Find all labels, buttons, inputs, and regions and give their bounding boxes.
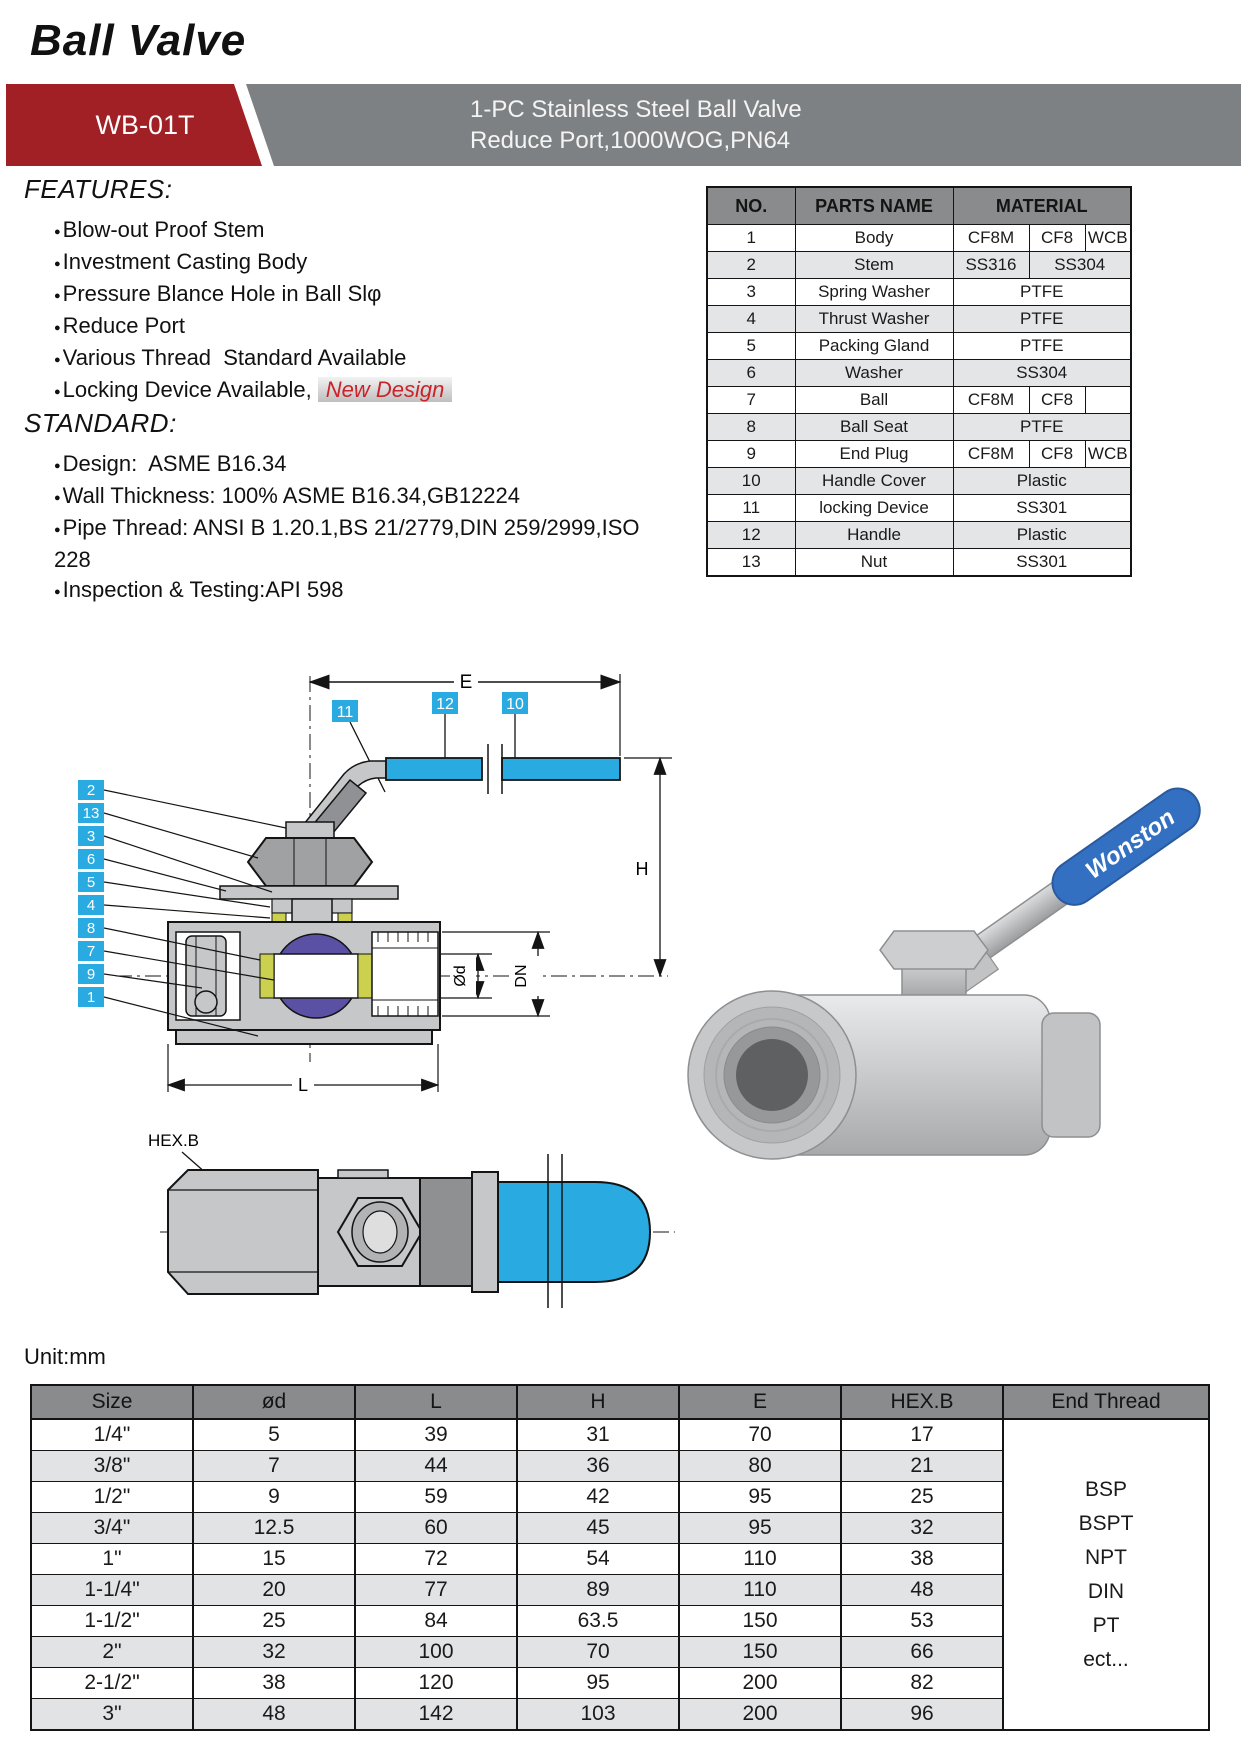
standard-item: ● Design: ASME B16.34 xyxy=(54,449,654,481)
features-item: ● Investment Casting Body xyxy=(54,247,654,279)
parts-table-cell: CF8M xyxy=(953,387,1029,414)
callout-2: 2 xyxy=(86,782,96,799)
dimensions-table-cell: 200 xyxy=(679,1668,841,1699)
dimensions-table-cell: 25 xyxy=(841,1482,1003,1513)
parts-table-row xyxy=(707,441,1131,468)
dimensions-col-header: ød xyxy=(193,1385,355,1419)
dimensions-table-cell: 110 xyxy=(679,1575,841,1606)
parts-table-cell: SS304 xyxy=(953,360,1131,387)
parts-table-cell: PTFE xyxy=(953,414,1131,441)
parts-table-cell: 4 xyxy=(707,306,795,333)
dimensions-table-cell: 63.5 xyxy=(517,1606,679,1637)
product-description xyxy=(470,94,802,156)
dimensions-table-cell: 95 xyxy=(679,1482,841,1513)
dimensions-table-cell: 77 xyxy=(355,1575,517,1606)
dimensions-table-cell: 3" xyxy=(31,1699,193,1731)
features-list xyxy=(24,215,654,407)
callout-4: 4 xyxy=(86,897,96,914)
dimensions-table-cell: 31 xyxy=(517,1419,679,1451)
dimensions-table-cell: 42 xyxy=(517,1482,679,1513)
parts-table-cell: PTFE xyxy=(953,333,1131,360)
parts-table-row xyxy=(707,333,1131,360)
parts-table-row xyxy=(707,468,1131,495)
dimensions-table-cell: 1-1/2" xyxy=(31,1606,193,1637)
dimensions-table-cell: 44 xyxy=(355,1451,517,1482)
end-thread-option: DIN xyxy=(1087,1579,1125,1603)
dimensions-table-cell: 39 xyxy=(355,1419,517,1451)
parts-table-cell: 9 xyxy=(707,441,795,468)
dimensions-table-cell: 66 xyxy=(841,1637,1003,1668)
parts-table-row xyxy=(707,225,1131,252)
dimension-L-label: L xyxy=(297,1075,309,1095)
dimensions-table-cell: 96 xyxy=(841,1699,1003,1731)
dimensions-col-header: HEX.B xyxy=(841,1385,1003,1419)
callout-1: 1 xyxy=(86,989,96,1006)
dimension-L xyxy=(168,1044,438,1095)
parts-table-row xyxy=(707,252,1131,279)
dimensions-table-cell: 21 xyxy=(841,1451,1003,1482)
parts-col-name: PARTS NAME xyxy=(795,187,953,225)
dimension-E-label: E xyxy=(459,672,473,693)
parts-table-cell: Plastic xyxy=(953,468,1131,495)
dimensions-table-cell: 84 xyxy=(355,1606,517,1637)
features-item: ● Locking Device Available, New Design xyxy=(54,375,654,407)
parts-table-cell: Spring Washer xyxy=(795,279,953,306)
parts-table-cell: CF8 xyxy=(1029,387,1085,414)
parts-table-cell: Thrust Washer xyxy=(795,306,953,333)
end-thread-cell xyxy=(1003,1419,1209,1730)
parts-table-cell: 12 xyxy=(707,522,795,549)
parts-table-cell: Packing Gland xyxy=(795,333,953,360)
product-banner xyxy=(0,84,1241,166)
dimensions-table-cell: 110 xyxy=(679,1544,841,1575)
parts-table-cell: SS316 xyxy=(953,252,1029,279)
parts-table-cell: Ball Seat xyxy=(795,414,953,441)
parts-table-cell: 11 xyxy=(707,495,795,522)
callout-7: 7 xyxy=(86,943,96,960)
dimensions-table-cell: 9 xyxy=(193,1482,355,1513)
parts-table-cell: 3 xyxy=(707,279,795,306)
parts-table-cell: PTFE xyxy=(953,306,1131,333)
parts-table-cell: Handle Cover xyxy=(795,468,953,495)
parts-table-cell: SS301 xyxy=(953,549,1131,577)
parts-table-cell: Handle xyxy=(795,522,953,549)
dimensions-col-header: E xyxy=(679,1385,841,1419)
parts-table-cell: CF8M xyxy=(953,441,1029,468)
parts-table-cell: CF8 xyxy=(1029,225,1085,252)
dimensions-table-cell: 59 xyxy=(355,1482,517,1513)
dimensions-table-header-row xyxy=(31,1385,1209,1419)
dimensions-table-cell: 12.5 xyxy=(193,1513,355,1544)
parts-table-cell: Nut xyxy=(795,549,953,577)
parts-table-cell xyxy=(1085,387,1131,414)
standard-heading: STANDARD: xyxy=(24,408,177,438)
dimensions-table-cell: 3/8" xyxy=(31,1451,193,1482)
parts-table-row xyxy=(707,387,1131,414)
callout-8: 8 xyxy=(86,920,96,937)
parts-table-cell: SS301 xyxy=(953,495,1131,522)
product-description-line2: Reduce Port,1000WOG,PN64 xyxy=(470,127,791,154)
parts-table-row xyxy=(707,495,1131,522)
parts-table-row xyxy=(707,522,1131,549)
dimension-DN-label: DN xyxy=(513,964,530,988)
dimensions-col-header: Size xyxy=(31,1385,193,1419)
dimensions-table-cell: 103 xyxy=(517,1699,679,1731)
features-item: ● Blow-out Proof Stem xyxy=(54,215,654,247)
end-thread-option: BSPT xyxy=(1078,1511,1134,1535)
dimensions-table-cell: 32 xyxy=(193,1637,355,1668)
parts-table-cell: SS304 xyxy=(1029,252,1131,279)
valve-body-section xyxy=(168,922,440,1044)
parts-table-cell: WCB xyxy=(1085,441,1131,468)
end-thread-option: ect... xyxy=(1083,1647,1129,1671)
dimensions-table-cell: 36 xyxy=(517,1451,679,1482)
parts-table-row xyxy=(707,279,1131,306)
standard-list xyxy=(24,449,654,607)
dimension-od-label: Ød xyxy=(452,965,469,987)
dimensions-table-cell: 95 xyxy=(517,1668,679,1699)
dimensions-table-cell: 1-1/4" xyxy=(31,1575,193,1606)
product-photo xyxy=(650,765,1225,1195)
dimensions-table-cell: 48 xyxy=(193,1699,355,1731)
dimensions-col-header: End Thread xyxy=(1003,1385,1209,1419)
dimensions-col-header: H xyxy=(517,1385,679,1419)
callout-5: 5 xyxy=(86,874,96,891)
dimensions-table-cell: 150 xyxy=(679,1637,841,1668)
dimensions-table-cell: 1/4" xyxy=(31,1419,193,1451)
parts-table-cell: End Plug xyxy=(795,441,953,468)
parts-table-cell: 7 xyxy=(707,387,795,414)
dimensions-table-cell: 20 xyxy=(193,1575,355,1606)
dimensions-table-cell: 150 xyxy=(679,1606,841,1637)
parts-table-cell: 2 xyxy=(707,252,795,279)
parts-table-cell: Stem xyxy=(795,252,953,279)
callout-11: 11 xyxy=(336,704,354,721)
dimensions-table-cell: 70 xyxy=(679,1419,841,1451)
dimensions-table-cell: 38 xyxy=(841,1544,1003,1575)
parts-table-cell: 13 xyxy=(707,549,795,577)
end-thread-option: BSP xyxy=(1084,1477,1128,1501)
dimensions-table-cell: 82 xyxy=(841,1668,1003,1699)
parts-table-cell: 8 xyxy=(707,414,795,441)
callout-13: 13 xyxy=(82,805,100,822)
parts-table-cell: 10 xyxy=(707,468,795,495)
features-section xyxy=(24,174,654,407)
side-view xyxy=(148,1131,650,1308)
product-description-line1: 1-PC Stainless Steel Ball Valve xyxy=(470,96,802,123)
parts-table-cell: Body xyxy=(795,225,953,252)
hexb-label: HEX.B xyxy=(148,1131,200,1150)
end-thread-option: NPT xyxy=(1085,1545,1127,1569)
parts-col-material: MATERIAL xyxy=(953,187,1131,225)
unit-label: Unit:mm xyxy=(24,1344,106,1369)
end-thread-option: PT xyxy=(1092,1613,1120,1637)
parts-table-cell: 5 xyxy=(707,333,795,360)
parts-table-cell: CF8 xyxy=(1029,441,1085,468)
parts-table-cell: Washer xyxy=(795,360,953,387)
features-heading: FEATURES: xyxy=(24,174,173,204)
dimensions-table-row xyxy=(31,1419,1209,1451)
dimensions-table-cell: 3/4" xyxy=(31,1513,193,1544)
parts-table-row xyxy=(707,306,1131,333)
callout-6: 6 xyxy=(86,851,96,868)
new-design-highlight: New Design xyxy=(318,377,453,402)
dimensions-table-cell: 100 xyxy=(355,1637,517,1668)
parts-table-cell: Ball xyxy=(795,387,953,414)
dimensions-table-cell: 1" xyxy=(31,1544,193,1575)
parts-col-no: NO. xyxy=(707,187,795,225)
page-title: Ball Valve xyxy=(30,16,247,65)
dimensions-table-cell: 7 xyxy=(193,1451,355,1482)
parts-table-row xyxy=(707,549,1131,577)
dimensions-table-cell: 2" xyxy=(31,1637,193,1668)
dimensions-table-cell: 72 xyxy=(355,1544,517,1575)
dimensions-table-cell: 200 xyxy=(679,1699,841,1731)
callout-10: 10 xyxy=(506,696,524,713)
parts-table-header-row xyxy=(707,187,1131,225)
features-item: ● Various Thread Standard Available xyxy=(54,343,654,375)
dimensions-table-cell: 80 xyxy=(679,1451,841,1482)
callout-9: 9 xyxy=(86,966,96,983)
dimensions-table-cell: 2-1/2" xyxy=(31,1668,193,1699)
model-number: WB-01T xyxy=(95,110,195,140)
parts-table-cell: CF8M xyxy=(953,225,1029,252)
dimensions-col-header: L xyxy=(355,1385,517,1419)
dimensions-table-cell: 53 xyxy=(841,1606,1003,1637)
parts-table-row xyxy=(707,360,1131,387)
callout-3: 3 xyxy=(86,828,96,845)
dimensions-table-cell: 1/2" xyxy=(31,1482,193,1513)
dimensions-table-cell: 142 xyxy=(355,1699,517,1731)
dimensions-table-cell: 32 xyxy=(841,1513,1003,1544)
dimensions-table-cell: 48 xyxy=(841,1575,1003,1606)
technical-drawing xyxy=(20,630,700,1330)
dimensions-table-cell: 15 xyxy=(193,1544,355,1575)
dimensions-table-cell: 38 xyxy=(193,1668,355,1699)
dimension-H-label: H xyxy=(635,859,649,879)
standard-section xyxy=(24,408,654,607)
parts-table-cell: 1 xyxy=(707,225,795,252)
parts-table-cell: 6 xyxy=(707,360,795,387)
dimensions-table-cell: 70 xyxy=(517,1637,679,1668)
photo-valve-body xyxy=(688,780,1211,1159)
parts-table-cell: Plastic xyxy=(953,522,1131,549)
dimensions-table xyxy=(30,1384,1210,1731)
features-item: ● Pressure Blance Hole in Ball Slφ xyxy=(54,279,654,311)
dimensions-table-cell: 95 xyxy=(679,1513,841,1544)
dimensions-table-cell: 89 xyxy=(517,1575,679,1606)
dimensions-table-cell: 25 xyxy=(193,1606,355,1637)
callout-12: 12 xyxy=(436,696,454,713)
dimensions-table-cell: 17 xyxy=(841,1419,1003,1451)
parts-table-cell: WCB xyxy=(1085,225,1131,252)
dimensions-table-cell: 45 xyxy=(517,1513,679,1544)
dimensions-table-cell: 5 xyxy=(193,1419,355,1451)
parts-material-table xyxy=(706,186,1132,577)
standard-item: ● Inspection & Testing:API 598 xyxy=(54,575,654,607)
dimensions-table-cell: 120 xyxy=(355,1668,517,1699)
features-item: ● Reduce Port xyxy=(54,311,654,343)
parts-table-row xyxy=(707,414,1131,441)
photo-brand-label: Wonston xyxy=(1080,803,1181,885)
parts-table-cell: PTFE xyxy=(953,279,1131,306)
parts-table-cell: locking Device xyxy=(795,495,953,522)
dimensions-table-cell: 60 xyxy=(355,1513,517,1544)
standard-item: ● Wall Thickness: 100% ASME B16.34,GB12224 xyxy=(54,481,654,513)
standard-item: ● Pipe Thread: ANSI B 1.20.1,BS 21/2779,DIN 259/2999,ISO 228 xyxy=(54,513,654,575)
dimensions-table-cell: 54 xyxy=(517,1544,679,1575)
